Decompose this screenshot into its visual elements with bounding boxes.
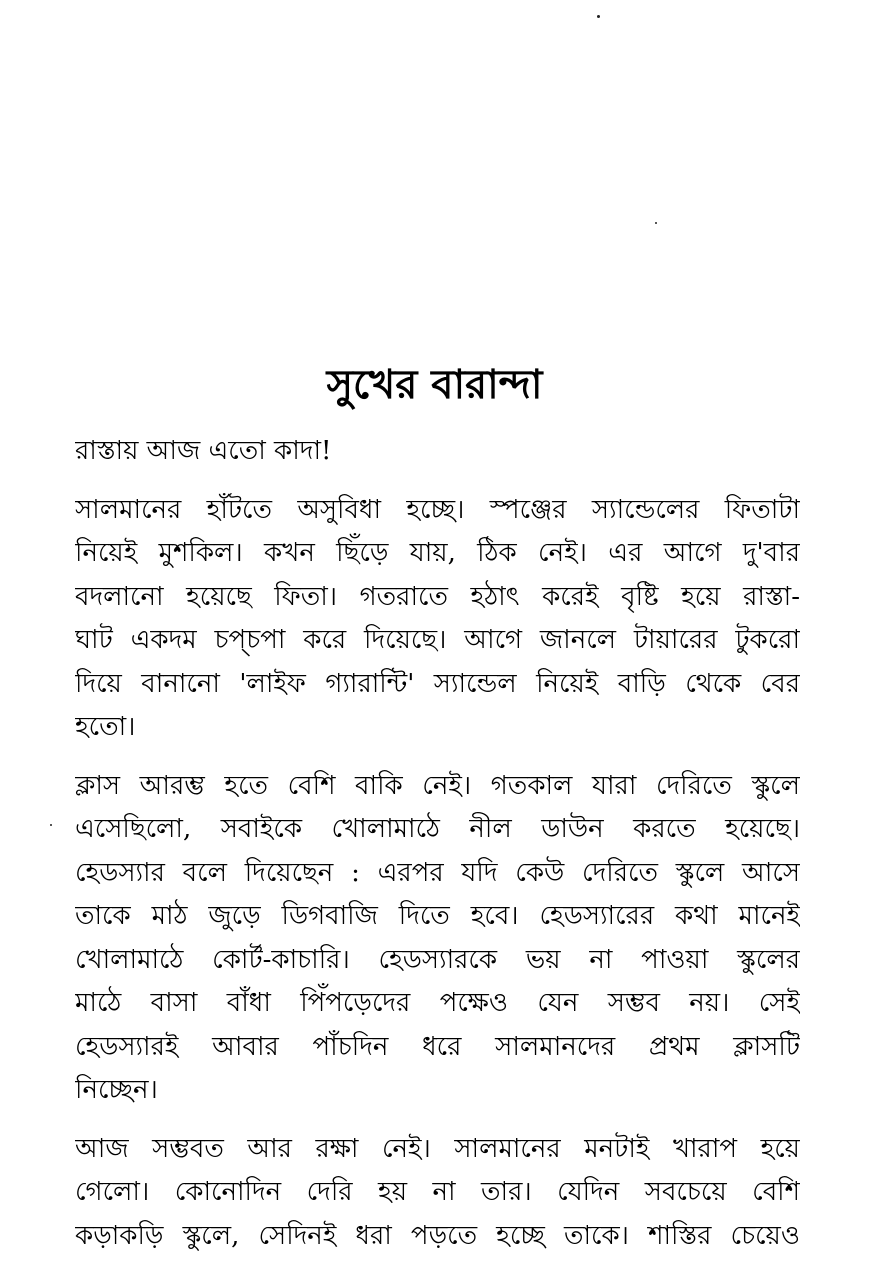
paragraph: [75, 430, 800, 474]
text-line: খোলামাঠে কোর্ট-কাচারি। হেডস্যারকে ভয় না পাওয়া স্কুলের: [75, 944, 800, 975]
paragraph: [75, 765, 800, 1113]
text-line: আজ সম্ভবত আর রক্ষা নেই। সালমানের মনটাই খারাপ হয়ে: [75, 1133, 800, 1164]
text-line: মাঠে বাসা বাঁধা পিঁপড়েদের পক্ষেও যেন সম্ভব নয়। সেই: [75, 988, 800, 1018]
text-line: হেডস্যার বলে দিয়েছেন : এরপর যদি কেউ দেরিতে স্কুলে আসে: [75, 857, 800, 888]
text-line: রাস্তায় আজ এতো কাদা!: [75, 436, 332, 466]
chapter-title: সুখের বারান্দা: [326, 361, 543, 408]
text-line: ক্লাস আরম্ভ হতে বেশি বাকি নেই। গতকাল যারা দেরিতে স্কুলে: [75, 770, 800, 801]
print-speck: [597, 15, 600, 18]
text-line: হেডস্যারই আবার পাঁচদিন ধরে সালমানদের প্রথম ক্লাসটি: [75, 1031, 800, 1062]
chapter-body: [75, 430, 800, 1273]
text-line: গেলো। কোনোদিন দেরি হয় না তার। যেদিন সবচেয়ে বেশি: [75, 1177, 800, 1207]
text-line: সালমানের হাঁটতে অসুবিধা হচ্ছে। স্পঞ্জের স্যান্ডেলের ফিতাটা: [75, 494, 800, 525]
text-line: নিয়েই মুশকিল। কখন ছিঁড়ে যায়, ঠিক নেই। এর আগে দু'বার: [75, 538, 800, 568]
text-line: নিচ্ছেন।: [75, 1075, 158, 1105]
text-line: দিয়ে বানানো 'লাইফ গ্যারান্টি' স্যান্ডেল নিয়েই বাড়ি থেকে বের: [75, 668, 800, 699]
text-line: হতো।: [75, 712, 136, 742]
text-line: বদলানো হয়েছে ফিতা। গতরাতে হঠাৎ করেই বৃষ্টি হয়ে রাস্তা-: [75, 581, 800, 612]
text-line: ঘাট একদম চপ্‌চপা করে দিয়েছে। আগে জানলে টায়ারের টুকরো: [75, 625, 800, 655]
print-speck: [50, 824, 52, 826]
text-line: এসেছিলো, সবাইকে খোলামাঠে নীল ডাউন করতে হয়েছে।: [75, 814, 800, 844]
print-speck: [655, 222, 657, 224]
paragraph: [75, 489, 800, 750]
text-line: কড়াকড়ি স্কুলে, সেদিনই ধরা পড়তে হচ্ছে তাকে। শাস্তির চেয়েও: [75, 1220, 800, 1251]
paragraph: [75, 1128, 800, 1259]
text-line: তাকে মাঠ জুড়ে ডিগবাজি দিতে হবে। হেডস্যারের কথা মানেই: [75, 901, 800, 931]
